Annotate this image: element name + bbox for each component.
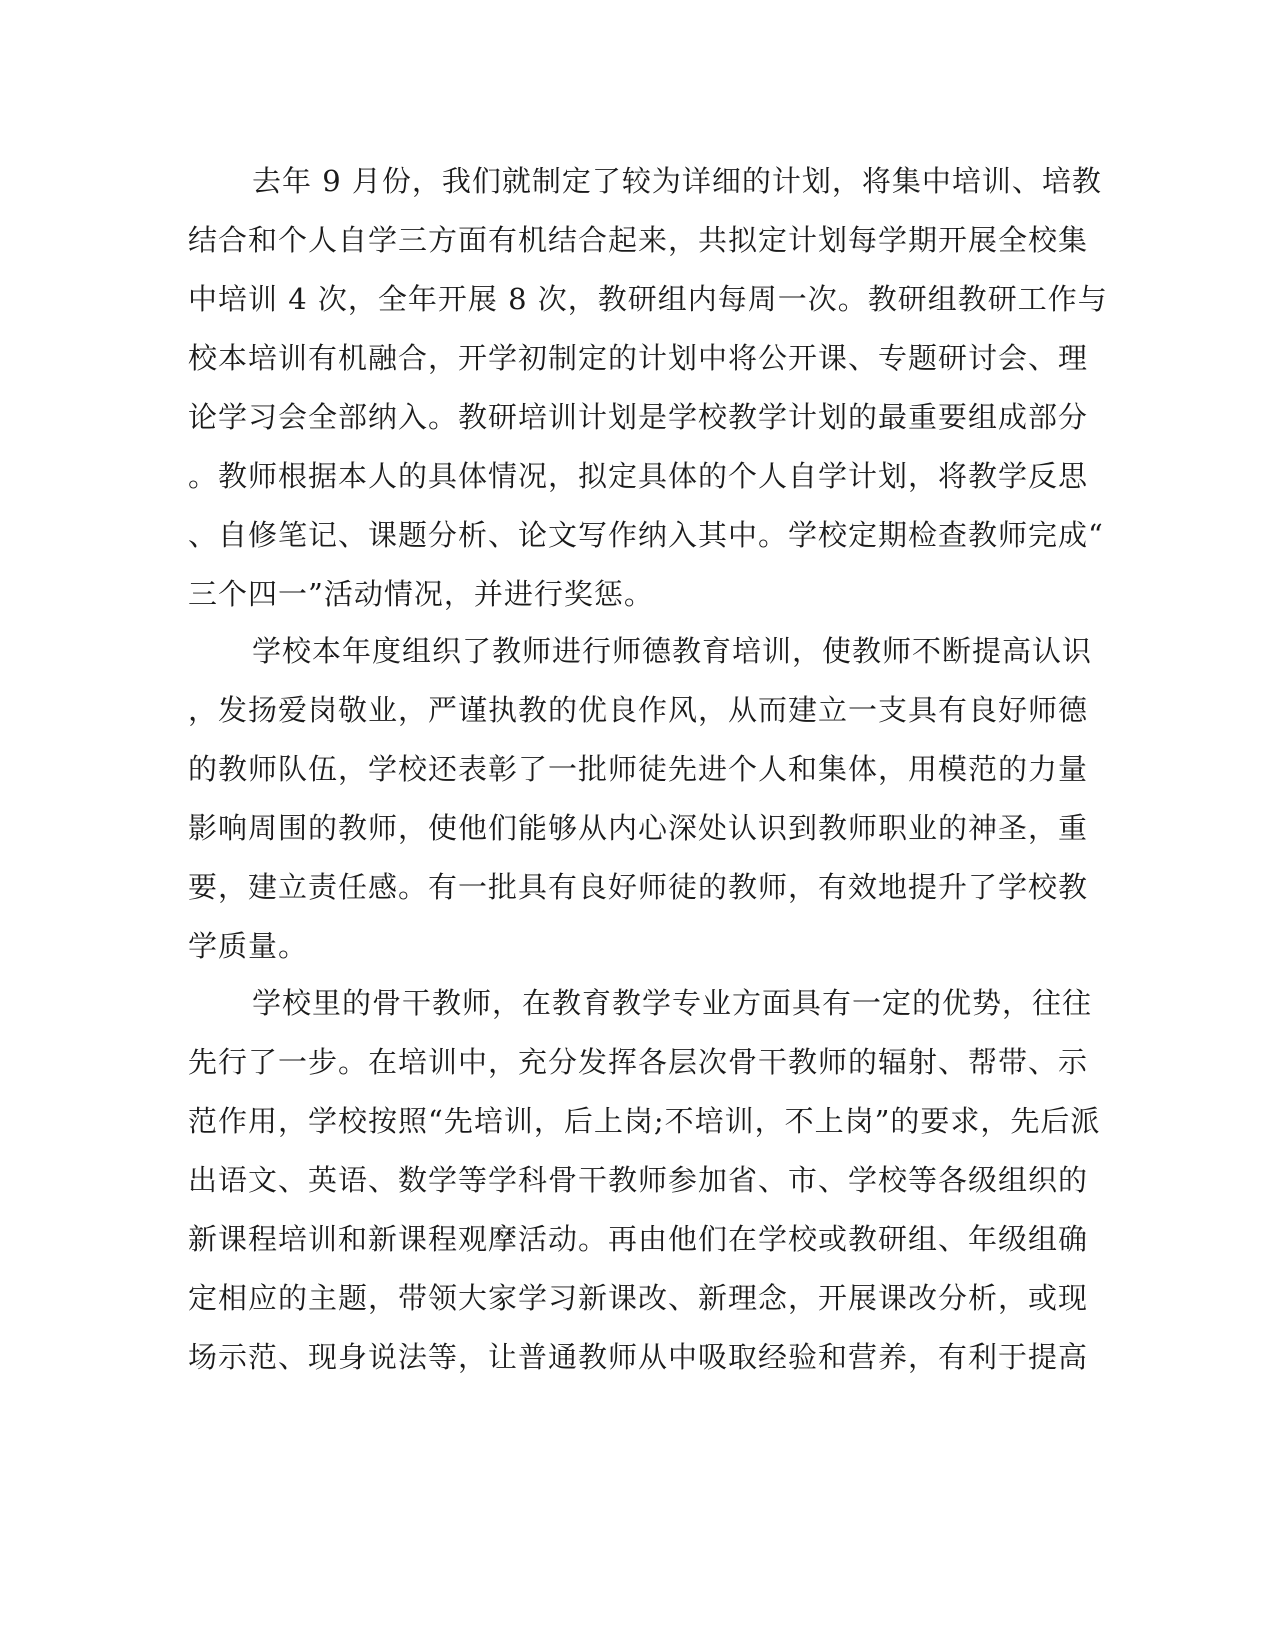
paragraph-2-line-4: 影响周围的教师，使他们能够从内心深处认识到教师职业的神圣，重	[188, 811, 1089, 845]
paragraph-1-line-1: 去年 9 月份，我们就制定了较为详细的计划，将集中培训、培教	[252, 164, 1102, 198]
paragraph-3-line-3: 范作用，学校按照“先培训，后上岗;不培训，不上岗”的要求，先后派	[188, 1104, 1101, 1138]
paragraph-2-line-6: 学质量。	[188, 929, 309, 963]
paragraph-2-line-2: ，发扬爱岗敬业，严谨执教的优良作风，从而建立一支具有良好师德	[188, 693, 1089, 727]
paragraph-1-line-2: 结合和个人自学三方面有机结合起来，共拟定计划每学期开展全校集	[188, 223, 1089, 257]
paragraph-1-line-6: 。教师根据本人的具体情况，拟定具体的个人自学计划，将教学反思	[188, 459, 1089, 493]
paragraph-1-line-3: 中培训 4 次，全年开展 8 次，教研组内每周一次。教研组教研工作与	[188, 282, 1108, 316]
paragraph-3-line-6: 定相应的主题，带领大家学习新课改、新理念，开展课改分析，或现	[188, 1281, 1089, 1315]
paragraph-2-line-5: 要，建立责任感。有一批具有良好师徒的教师，有效地提升了学校教	[188, 870, 1089, 904]
paragraph-1-line-7: 、自修笔记、课题分析、论文写作纳入其中。学校定期检查教师完成“	[188, 518, 1104, 552]
paragraph-3-line-4: 出语文、英语、数学等学科骨干教师参加省、市、学校等各级组织的	[188, 1163, 1089, 1197]
paragraph-2-line-1: 学校本年度组织了教师进行师德教育培训，使教师不断提高认识	[252, 634, 1093, 668]
paragraph-3-line-5: 新课程培训和新课程观摩活动。再由他们在学校或教研组、年级组确	[188, 1222, 1089, 1256]
paragraph-3-line-2: 先行了一步。在培训中，充分发挥各层次骨干教师的辐射、帮带、示	[188, 1045, 1089, 1079]
paragraph-2-line-3: 的教师队伍，学校还表彰了一批师徒先进个人和集体，用模范的力量	[188, 752, 1089, 786]
paragraph-3-line-1: 学校里的骨干教师，在教育教学专业方面具有一定的优势，往往	[252, 986, 1093, 1020]
paragraph-1-line-5: 论学习会全部纳入。教研培训计划是学校教学计划的最重要组成部分	[188, 400, 1089, 434]
paragraph-1-line-4: 校本培训有机融合，开学初制定的计划中将公开课、专题研讨会、理	[188, 341, 1089, 375]
paragraph-1-line-8: 三个四一”活动情况，并进行奖惩。	[188, 577, 654, 611]
paragraph-3-line-7: 场示范、现身说法等，让普通教师从中吸取经验和营养，有利于提高	[188, 1340, 1089, 1374]
